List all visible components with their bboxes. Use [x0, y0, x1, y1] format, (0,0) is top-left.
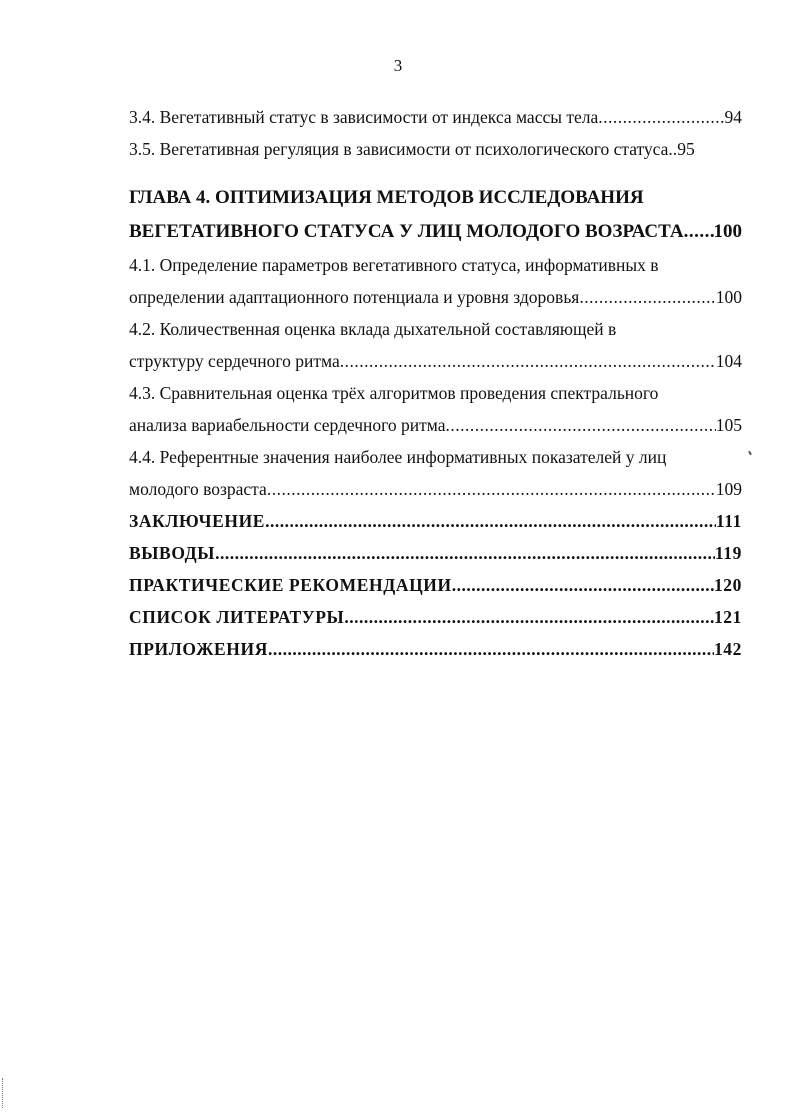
table-of-contents [129, 101, 742, 665]
toc-entry-3-4[interactable] [129, 101, 742, 133]
dot-leader [684, 215, 714, 249]
toc-entry-page: 94 [724, 107, 742, 127]
toc-entry-page: 105 [715, 415, 742, 435]
toc-entry-title: СПИСОК ЛИТЕРАТУРЫ [129, 607, 345, 627]
toc-entry-page: 121 [713, 607, 742, 627]
dot-leader [344, 601, 714, 633]
toc-entry-title-line-2 [129, 345, 742, 377]
dot-leader [598, 101, 724, 133]
page-number: 3 [393, 56, 403, 75]
toc-entry-page: 95 [677, 139, 695, 159]
toc-entry-page: 109 [715, 479, 742, 499]
toc-entry-title-line-1: 4.1. Определение параметров вегетативного статуса, информативных в [129, 255, 659, 275]
toc-entry-title: 3.4. Вегетативный статус в зависимости от индекса массы тела [129, 107, 599, 127]
toc-entry-page: 119 [714, 543, 742, 563]
toc-entry-title: молодого возраста [129, 479, 267, 499]
toc-entry-4-3[interactable] [129, 377, 742, 441]
toc-entry-page: 104 [715, 351, 742, 371]
toc-entry-title: определении адаптационного потенциала и уровня здоровья [129, 287, 580, 307]
toc-entry-title: 3.5. Вегетативная регуляция в зависимости от психологического статуса.. [129, 139, 678, 159]
dot-leader [446, 409, 716, 441]
toc-entry-title-line-1: 4.2. Количественная оценка вклада дыхательной составляющей в [129, 319, 617, 339]
chapter-title-line-2 [129, 215, 742, 249]
chapter-title-line-1: ГЛАВА 4. ОПТИМИЗАЦИЯ МЕТОДОВ ИССЛЕДОВАНИЯ [129, 187, 644, 208]
dot-leader [265, 505, 716, 537]
toc-entry-page: 100 [715, 287, 742, 307]
toc-entry-title: ПРИЛОЖЕНИЯ [129, 639, 268, 659]
scan-speck [748, 451, 752, 455]
toc-entry-title: структуру сердечного ритма [129, 351, 340, 371]
dot-leader [579, 281, 715, 313]
toc-entry-title-line-2 [129, 281, 742, 313]
toc-entry-title-line-1: 4.4. Референтные значения наиболее информативных показателей у лиц [129, 447, 667, 467]
toc-entry-title-line-2 [129, 473, 742, 505]
dot-leader [268, 633, 714, 665]
toc-entry-page: 100 [713, 221, 742, 242]
toc-entry-3-5[interactable] [129, 133, 742, 165]
toc-entry-title-line-2 [129, 409, 742, 441]
dot-leader [340, 345, 716, 377]
toc-entry-4-4[interactable] [129, 441, 742, 505]
toc-entry-4-1[interactable] [129, 249, 742, 313]
toc-entry-findings[interactable] [129, 537, 742, 569]
toc-entry-page: 142 [713, 639, 742, 659]
toc-entry-references[interactable] [129, 601, 742, 633]
toc-entry-appendices[interactable] [129, 633, 742, 665]
toc-entry-4-2[interactable] [129, 313, 742, 377]
chapter-title-text: ВЕГЕТАТИВНОГО СТАТУСА У ЛИЦ МОЛОДОГО ВОЗРАСТА [129, 221, 684, 242]
toc-entry-title-line-1: 4.3. Сравнительная оценка трёх алгоритмов проведения спектрального [129, 383, 659, 403]
toc-entry-recommendations[interactable] [129, 569, 742, 601]
toc-entry-title: ПРАКТИЧЕСКИЕ РЕКОМЕНДАЦИИ [129, 575, 452, 595]
toc-entry-title: анализа вариабельности сердечного ритма [129, 415, 446, 435]
toc-entry-conclusion[interactable] [129, 505, 742, 537]
toc-entry-title: ВЫВОДЫ [129, 543, 216, 563]
scan-edge-mark [2, 1078, 7, 1108]
dot-leader [267, 473, 716, 505]
toc-entry-page: 120 [713, 575, 742, 595]
toc-entry-title: ЗАКЛЮЧЕНИЕ [129, 511, 266, 531]
dot-leader [215, 537, 715, 569]
toc-chapter-4[interactable] [129, 181, 742, 249]
toc-entry-page: 111 [715, 511, 742, 531]
dot-leader [452, 569, 714, 601]
